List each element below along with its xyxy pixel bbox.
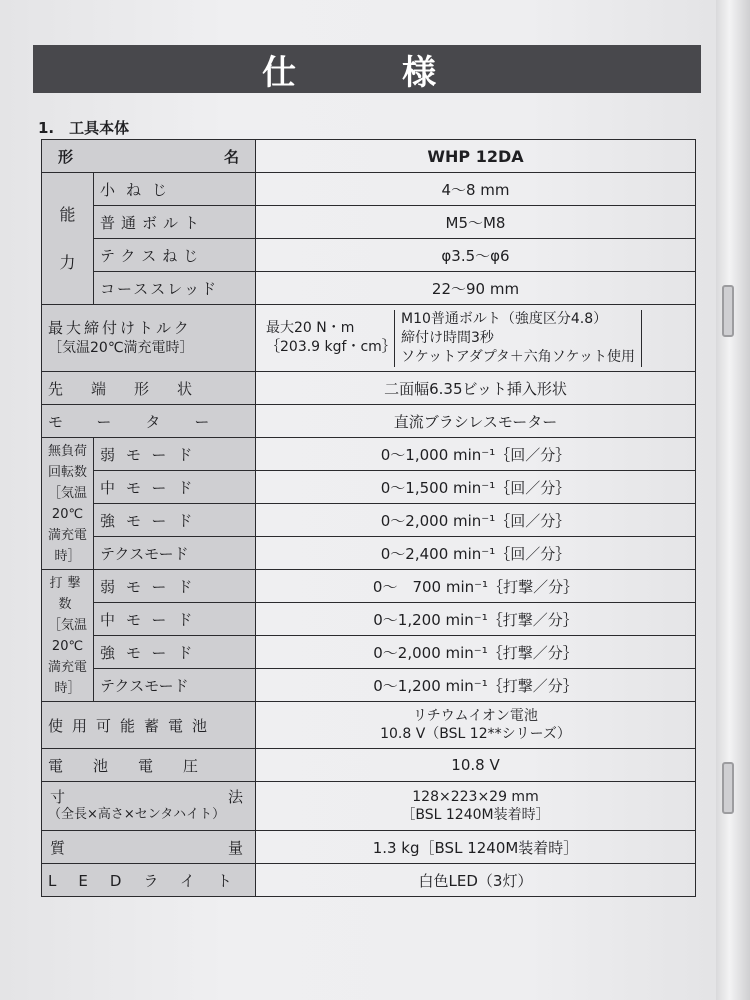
mode-value: 0〜 700 min⁻¹｛打撃／分｝ [256, 570, 696, 603]
motor-label: モーター [42, 405, 256, 438]
mode-label: テクスモード [94, 537, 256, 570]
mode-value: 0〜1,000 min⁻¹｛回／分｝ [256, 438, 696, 471]
staple [722, 762, 734, 814]
model-value: WHP 12DA [256, 140, 696, 173]
torque-condition-1: M10普通ボルト（強度区分4.8） [401, 310, 608, 327]
table-row [42, 272, 696, 305]
capacity-value: 4〜8 mm [256, 173, 696, 206]
capacity-label: コーススレッド [94, 272, 256, 305]
capacity-label: 普通ボルト [94, 206, 256, 239]
mode-label: 中モード [94, 471, 256, 504]
capacity-value: φ3.5〜φ6 [256, 239, 696, 272]
mode-label: 強モード [94, 636, 256, 669]
mode-label: テクスモード [94, 669, 256, 702]
table-row [42, 864, 696, 897]
mode-label: 強モード [94, 504, 256, 537]
capacity-category-1: 能 [59, 204, 76, 224]
battery-value-2: 10.8 V（BSL 12**シリーズ） [380, 726, 571, 742]
table-row [42, 372, 696, 405]
table-row [42, 305, 696, 372]
capacity-label: 小ねじ [94, 173, 256, 206]
mass-label-b: 量 [227, 838, 243, 857]
no-load-speed-condition: ［気温20℃ [47, 485, 87, 522]
table-row [42, 471, 696, 504]
impact-rate-condition: ［気温20℃ [47, 617, 87, 654]
mass-value: 1.3 kg［BSL 1240M装着時］ [256, 831, 696, 864]
capacity-value: 22〜90 mm [256, 272, 696, 305]
no-load-speed-condition: 満充電時］ [47, 527, 87, 564]
section-heading: 1. 工具本体 [38, 119, 130, 137]
dimensions-label-a: 寸 [50, 788, 66, 806]
battery-value-1: リチウムイオン電池 [413, 708, 538, 724]
table-row [42, 669, 696, 702]
table-row [42, 206, 696, 239]
table-row [42, 570, 696, 603]
table-row [42, 438, 696, 471]
torque-condition-2: 締付け時間3秒 [401, 329, 494, 346]
table-row [42, 749, 696, 782]
dimensions-sub-label: （全長×高さ×センタハイト） [48, 807, 226, 822]
table-row [42, 239, 696, 272]
mode-value: 0〜2,400 min⁻¹｛回／分｝ [256, 537, 696, 570]
spec-table [41, 139, 696, 897]
table-row [42, 782, 696, 831]
table-row [42, 537, 696, 570]
mode-label: 弱モード [94, 570, 256, 603]
tip-shape-label: 先端形状 [42, 372, 256, 405]
torque-value: 最大20 N・m [266, 320, 355, 336]
table-row [42, 603, 696, 636]
capacity-label: テクスねじ [94, 239, 256, 272]
table-row [42, 831, 696, 864]
model-label-a: 形 [58, 147, 74, 166]
capacity-value: M5〜M8 [256, 206, 696, 239]
table-row [42, 405, 696, 438]
dimensions-note: ［BSL 1240M装着時］ [401, 807, 550, 823]
capacity-category-2: 力 [59, 252, 76, 272]
motor-value: 直流ブラシレスモーター [256, 405, 696, 438]
led-value: 白色LED（3灯） [256, 864, 696, 897]
table-row [42, 504, 696, 537]
torque-label: 最大締付けトルク [48, 319, 192, 337]
table-row [42, 636, 696, 669]
tip-shape-value: 二面幅6.35ビット挿入形状 [256, 372, 696, 405]
torque-condition-3: ソケットアダプタ＋六角ソケット使用 [401, 348, 635, 365]
impact-rate-category: 打撃数 [49, 575, 86, 612]
table-row [42, 702, 696, 749]
voltage-label: 電池電圧 [42, 749, 256, 782]
dimensions-value: 128×223×29 mm [412, 789, 539, 805]
battery-label: 使用可能蓄電池 [42, 702, 256, 749]
page-title: 仕 様 [33, 45, 701, 93]
page-binding [716, 0, 750, 1000]
mass-label-a: 質 [50, 838, 66, 857]
mode-value: 0〜2,000 min⁻¹｛回／分｝ [256, 504, 696, 537]
no-load-speed-category: 無負荷回転数 [47, 443, 87, 480]
mode-label: 中モード [94, 603, 256, 636]
torque-condition-label: ［気温20℃満充電時］ [48, 340, 194, 356]
table-row [42, 173, 696, 206]
torque-value-kgf: ｛203.9 kgf・cm｝ [266, 339, 396, 355]
impact-rate-condition: 満充電時］ [47, 659, 87, 696]
staple [722, 285, 734, 337]
model-label-b: 名 [223, 147, 239, 166]
mode-value: 0〜1,200 min⁻¹｛打撃／分｝ [256, 603, 696, 636]
table-row [42, 140, 696, 173]
voltage-value: 10.8 V [256, 749, 696, 782]
mode-value: 0〜2,000 min⁻¹｛打撃／分｝ [256, 636, 696, 669]
mode-value: 0〜1,500 min⁻¹｛回／分｝ [256, 471, 696, 504]
mode-value: 0〜1,200 min⁻¹｛打撃／分｝ [256, 669, 696, 702]
mode-label: 弱モード [94, 438, 256, 471]
led-label: LEDライト [42, 864, 256, 897]
dimensions-label-b: 法 [227, 788, 243, 806]
